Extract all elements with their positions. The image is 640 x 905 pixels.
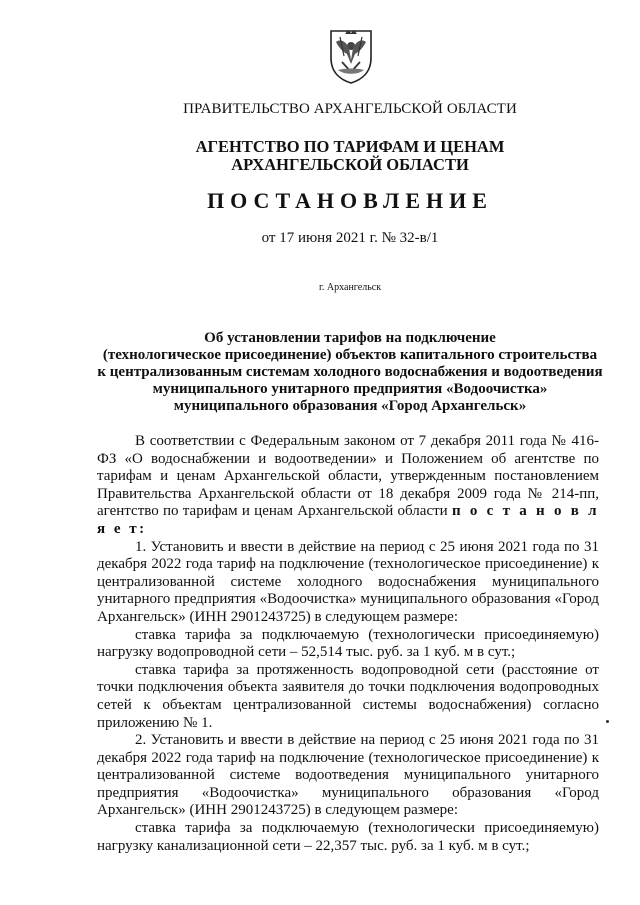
- agency-name-line2: АРХАНГЕЛЬСКОЙ ОБЛАСТИ: [231, 155, 469, 174]
- coat-of-arms-emblem-icon: [328, 28, 374, 84]
- agency-name: [60, 138, 640, 174]
- document-body: [97, 433, 599, 855]
- preamble-text: В соответствии с Федеральным законом от 7 декабря 2011 года № 416-ФЗ «О водоснабжении и водоотведении» и Положением об агентстве по тарифам и ценам Архангельской области, утвержденным постановлением Правительства Архангельской области от 18 декабря 2009 года № 214-пп, агентство по тарифам и ценам Архангельской области: [97, 433, 599, 520]
- item2-rate1-paragraph: ставка тарифа за подключаемую (технологически присоединяемую) нагрузку канализационной сети – 22,357 тыс. руб. за 1 куб. м в сут.;: [97, 820, 599, 854]
- subject-line5: муниципального образования «Город Архангельск»: [173, 398, 527, 414]
- document-date-number: от 17 июня 2021 г. № 32-в/1: [261, 230, 439, 246]
- subject-line2: (технологическое присоединение) объектов капитального строительства: [102, 347, 598, 363]
- preamble-paragraph: [97, 433, 599, 539]
- scan-dot: [606, 720, 609, 723]
- government-name: ПРАВИТЕЛЬСТВО АРХАНГЕЛЬСКОЙ ОБЛАСТИ: [183, 101, 517, 117]
- item1-rate1-paragraph: ставка тарифа за подключаемую (технологически присоединяемую) нагрузку водопроводной сети – 52,514 тыс. руб. за 1 куб. м в сут.;: [97, 626, 599, 661]
- decrees-keyword: п о с т а н о в л я е т:: [97, 503, 600, 537]
- item1-paragraph: 1. Установить и ввести в действие на период с 25 июня 2021 года по 31 декабря 2022 года тариф на подключение (технологическое присоединение) к централизованной системе холодного водоснабжения муниципального унитарного предприятия «Водоочистка» муниципального образования «Город Архангельск» (ИНН 2901243725) в следующем размере:: [97, 538, 599, 625]
- subject-line4: муниципального унитарного предприятия «Водоочистка»: [152, 381, 548, 397]
- agency-name-line1: АГЕНТСТВО ПО ТАРИФАМ И ЦЕНАМ: [195, 137, 505, 156]
- item1-rate2-paragraph: ставка тарифа за протяженность водопроводной сети (расстояние от точки подключения объекта заявителя до точки подключения водопроводных сетей к объектам централизованной системы водоснабжения) согласно приложению № 1.: [97, 661, 599, 731]
- item2-paragraph: 2. Установить и ввести в действие на период с 25 июня 2021 года по 31 декабря 2022 года тариф на подключение (технологическое присоединение) к централизованной системе водоотведения муниципального унитарного предприятия «Водоочистка» муниципального образования «Город Архангельск» (ИНН 2901243725) в следующем размере:: [97, 732, 599, 819]
- document-type-title: ПОСТАНОВЛЕНИЕ: [207, 188, 493, 213]
- document-city: г. Архангельск: [318, 282, 382, 293]
- subject-line3: к централизованным системам холодного водоснабжения и водоотведения: [97, 364, 603, 380]
- subject-line1: Об установлении тарифов на подключение: [204, 330, 496, 346]
- document-subject: [60, 330, 640, 415]
